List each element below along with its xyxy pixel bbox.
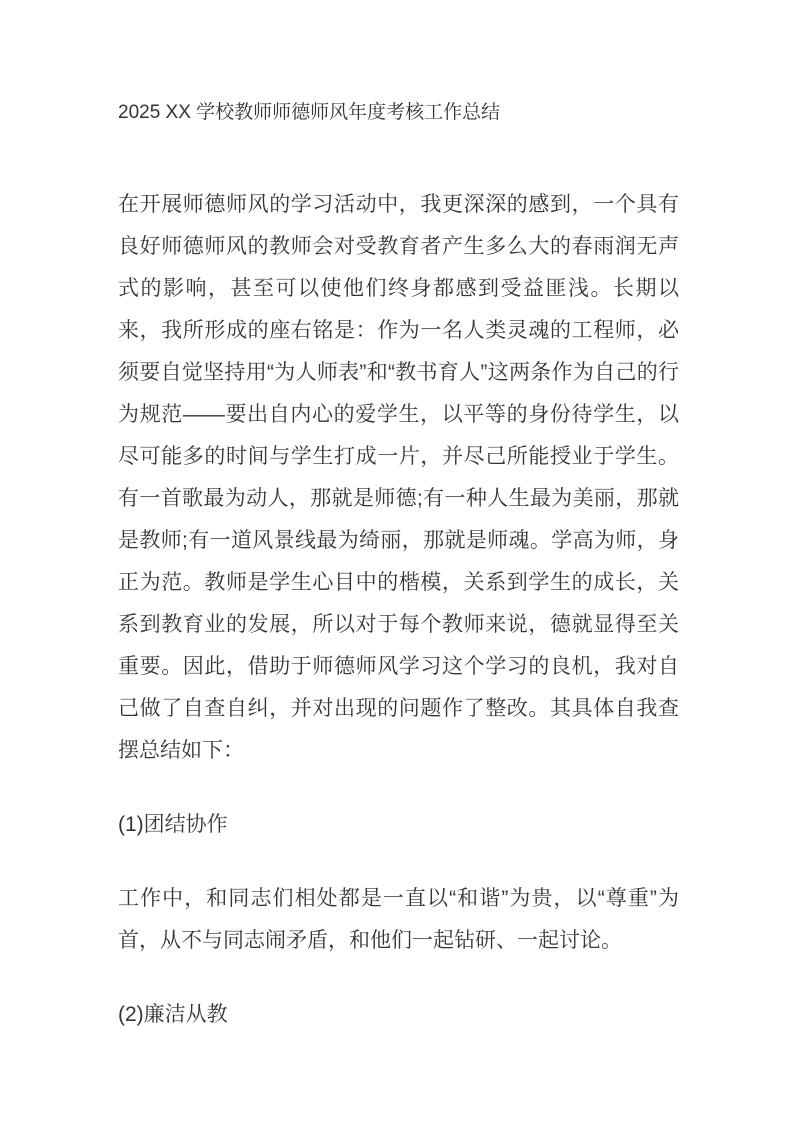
- document-title: 2025 XX 学校教师师德师风年度考核工作总结: [118, 102, 501, 123]
- section-heading-1: (1)团结协作: [118, 813, 228, 836]
- paragraph-section-1: 工作中，和同志们相处都是一直以“和谐”为贵，以“尊重”为首，从不与同志闹矛盾，和他们一起钻研、一起讨论。: [118, 887, 679, 952]
- section-heading-2: (2)廉洁从教: [118, 1003, 228, 1026]
- paragraph-intro: 在开展师德师风的学习活动中，我更深深的感到，一个具有良好师德师风的教师会对受教育者产生多么大的春雨润无声式的影响，甚至可以使他们终身都感到受益匪浅。长期以来，我所形成的座右铭是：作为一名人类灵魂的工程师，必须要自觉坚持用“为人师表”和“教书育人”这两条作为自己的行为规范——要出自内心的爱学生，以平等的身份待学生，以尽可能多的时间与学生打成一片，并尽己所能授业于学生。有一首歌最为动人，那就是师德;有一种人生最为美丽，那就是教师;有一道风景线最为绮丽，那就是师魂。学高为师，身正为范。教师是学生心目中的楷模，关系到学生的成长，关系到教育业的发展，所以对于每个教师来说，德就显得至关重要。因此，借助于师德师风学习这个学习的良机，我对自己做了自查自纠，并对出现的问题作了整改。其具体自我查摆总结如下：: [118, 193, 679, 762]
